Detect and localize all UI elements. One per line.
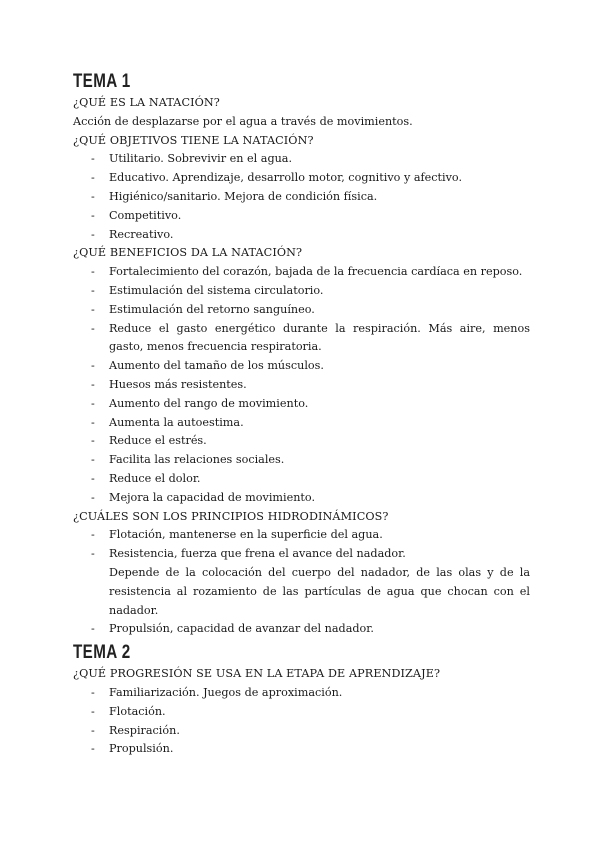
dash-bullet: - xyxy=(91,742,95,756)
dash-bullet: - xyxy=(91,471,95,485)
resistencia-continuation: Depende de la colocación del cuerpo del nadador, de las olas y de la resistencia al rozamiento de las partículas de agua que chocan con el nadador. xyxy=(109,565,530,617)
list-item: - Fortalecimiento del corazón, bajada de la frecuencia cardíaca en reposo. xyxy=(73,263,530,282)
dash-bullet: - xyxy=(91,415,95,429)
list-item: - Reduce el estrés. xyxy=(73,432,530,451)
dash-bullet: - xyxy=(91,189,95,203)
dash-bullet: - xyxy=(91,547,95,561)
dash-bullet: - xyxy=(91,490,95,504)
list-item: - Respiración. xyxy=(73,722,530,741)
list-item: - Flotación. xyxy=(73,703,530,722)
document-page xyxy=(73,70,530,759)
dash-bullet: - xyxy=(91,208,95,222)
list-item: - Estimulación del retorno sanguíneo. xyxy=(73,301,530,320)
list-item: - Flotación, mantenerse en la superficie del agua. xyxy=(73,526,530,545)
list-item: - Propulsión, capacidad de avanzar del nadador. xyxy=(73,620,530,639)
dash-bullet: - xyxy=(91,265,95,279)
dash-bullet: - xyxy=(91,377,95,391)
list-item: - Aumenta la autoestima. xyxy=(73,414,530,433)
dash-bullet: - xyxy=(91,302,95,316)
dash-bullet: - xyxy=(91,227,95,241)
dash-bullet: - xyxy=(91,434,95,448)
list-item: - Resistencia, fuerza que frena el avance del nadador. Depende de la colocación del cuerpo del nadador, de las olas y de la resistencia al rozamiento de las partículas de agua que chocan con el nadador. xyxy=(73,545,530,620)
question-que-es: ¿QUÉ ES LA NATACIÓN? xyxy=(73,96,220,109)
list-item: - Competitivo. xyxy=(73,207,530,226)
question-beneficios: ¿QUÉ BENEFICIOS DA LA NATACIÓN? xyxy=(73,246,303,260)
tema-1-title: TEMA 1 xyxy=(73,71,131,92)
dash-bullet: - xyxy=(91,283,95,297)
question-progresion: ¿QUÉ PROGRESIÓN SE USA EN LA ETAPA DE APRENDIZAJE? xyxy=(73,667,441,681)
beneficios-list xyxy=(73,263,530,507)
dash-bullet: - xyxy=(91,321,95,335)
question-objetivos: ¿QUÉ OBJETIVOS TIENE LA NATACIÓN? xyxy=(73,133,314,147)
list-item: - Estimulación del sistema circulatorio. xyxy=(73,282,530,301)
dash-bullet: - xyxy=(91,528,95,542)
list-item: - Aumento del rango de movimiento. xyxy=(73,395,530,414)
dash-bullet: - xyxy=(91,359,95,373)
dash-bullet: - xyxy=(91,396,95,410)
objetivos-list xyxy=(73,150,530,244)
question-principios: ¿CUÁLES SON LOS PRINCIPIOS HIDRODINÁMICOS? xyxy=(73,509,389,523)
dash-bullet: - xyxy=(91,453,95,467)
list-item: - Reduce el dolor. xyxy=(73,470,530,489)
list-item: - Mejora la capacidad de movimiento. xyxy=(73,489,530,508)
list-item: - Reduce el gasto energético durante la respiración. Más aire, menos gasto, menos frecuencia respiratoria. xyxy=(91,321,530,354)
list-item: - Higiénico/sanitario. Mejora de condición física. xyxy=(73,188,530,207)
principios-list xyxy=(73,526,530,639)
list-item: - Propulsión. xyxy=(73,740,530,759)
answer-que-es: Acción de desplazarse por el agua a través de movimientos. xyxy=(73,114,413,128)
list-item: - Educativo. Aprendizaje, desarrollo motor, cognitivo y afectivo. xyxy=(73,169,530,188)
dash-bullet: - xyxy=(91,622,95,636)
dash-bullet: - xyxy=(91,171,95,185)
progresion-list xyxy=(73,684,530,759)
dash-bullet: - xyxy=(91,152,95,166)
list-item: - Recreativo. xyxy=(73,226,530,245)
dash-bullet: - xyxy=(91,704,95,718)
tema-2-title: TEMA 2 xyxy=(73,642,131,664)
list-item: - Facilita las relaciones sociales. xyxy=(73,451,530,470)
dash-bullet: - xyxy=(91,723,95,737)
list-item: - Huesos más resistentes. xyxy=(73,376,530,395)
dash-bullet: - xyxy=(91,685,95,699)
list-item: - Familiarización. Juegos de aproximación. xyxy=(73,684,530,703)
list-item: - Aumento del tamaño de los músculos. xyxy=(73,357,530,376)
list-item: - Utilitario. Sobrevivir en el agua. xyxy=(73,150,530,169)
